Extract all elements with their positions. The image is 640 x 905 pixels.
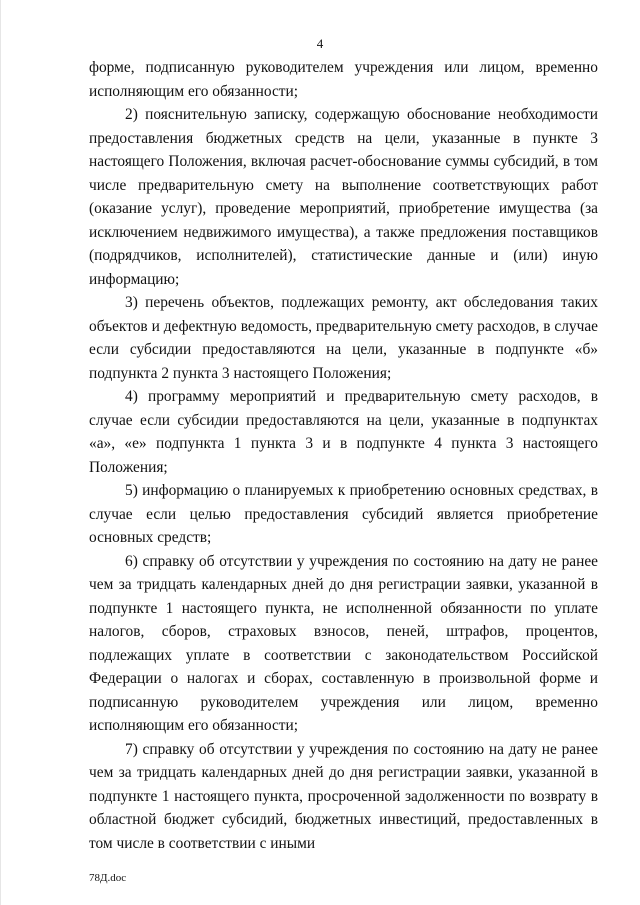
paragraph-item-6: 6) справку об отсутствии у учреждения по состоянию на дату не ранее чем за тридцать календарных дней до дня регистрации заявки, указанной в подпункте 1 настоящего пункта, не исполненной обязанности по уплате налогов, сборов, страховых взносов, пеней, штрафов, процентов, подлежащих уплате в соответствии с законодательством Российской Федерации о налогах и сборах, составленную в произвольной форме и подписанную руководителем учреждения или лицом, временно исполняющим его обязанности;	[89, 552, 598, 734]
paragraph-item-3: 3) перечень объектов, подлежащих ремонту, акт обследования таких объектов и дефектную ведомость, предварительную смету расходов, в случае если субсидии предоставляются на цели, указанные в подпункте «б» подпункта 2 пункта 3 настоящего Положения;	[89, 294, 598, 382]
paragraph-continuation: форме, подписанную руководителем учреждения или лицом, временно исполняющим его обязанности;	[89, 59, 598, 100]
paragraph-item-2: 2) пояснительную записку, содержащую обоснование необходимости предоставления бюджетных средств на цели, указанные в пункте 3 настоящего Положения, включая расчет-обоснование суммы субсидий, в том числе предварительную смету на выполнение соответствующих работ (оказание услуг), проведение мероприятий, приобретение имущества (за исключением недвижимого имущества), а также предложения поставщиков (подрядчиков, исполнителей), статистические данные и (или) иную информацию;	[89, 106, 598, 288]
scan-edge	[0, 0, 1, 905]
paragraph-item-4: 4) программу мероприятий и предварительную смету расходов, в случае если субсидии предоставляются на цели, указанные в подпунктах «а», «е» подпункта 1 пункта 3 и в подпункте 4 пункта 3 настоящего Положения;	[89, 388, 598, 476]
document-body	[89, 56, 598, 855]
paragraph-item-7: 7) справку об отсутствии у учреждения по состоянию на дату не ранее чем за тридцать календарных дней до дня регистрации заявки, указанной в подпункте 1 настоящего пункта, просроченной задолженности по возврату в областной бюджет субсидий, бюджетных инвестиций, предоставленных в том числе в соответствии с иными	[89, 740, 598, 852]
paragraph-item-5: 5) информацию о планируемых к приобретению основных средствах, в случае если целью предоставления субсидий является приобретение основных средств;	[89, 482, 598, 546]
footer-filename: 78Д.doc	[89, 872, 127, 884]
page-number: 4	[316, 36, 324, 51]
